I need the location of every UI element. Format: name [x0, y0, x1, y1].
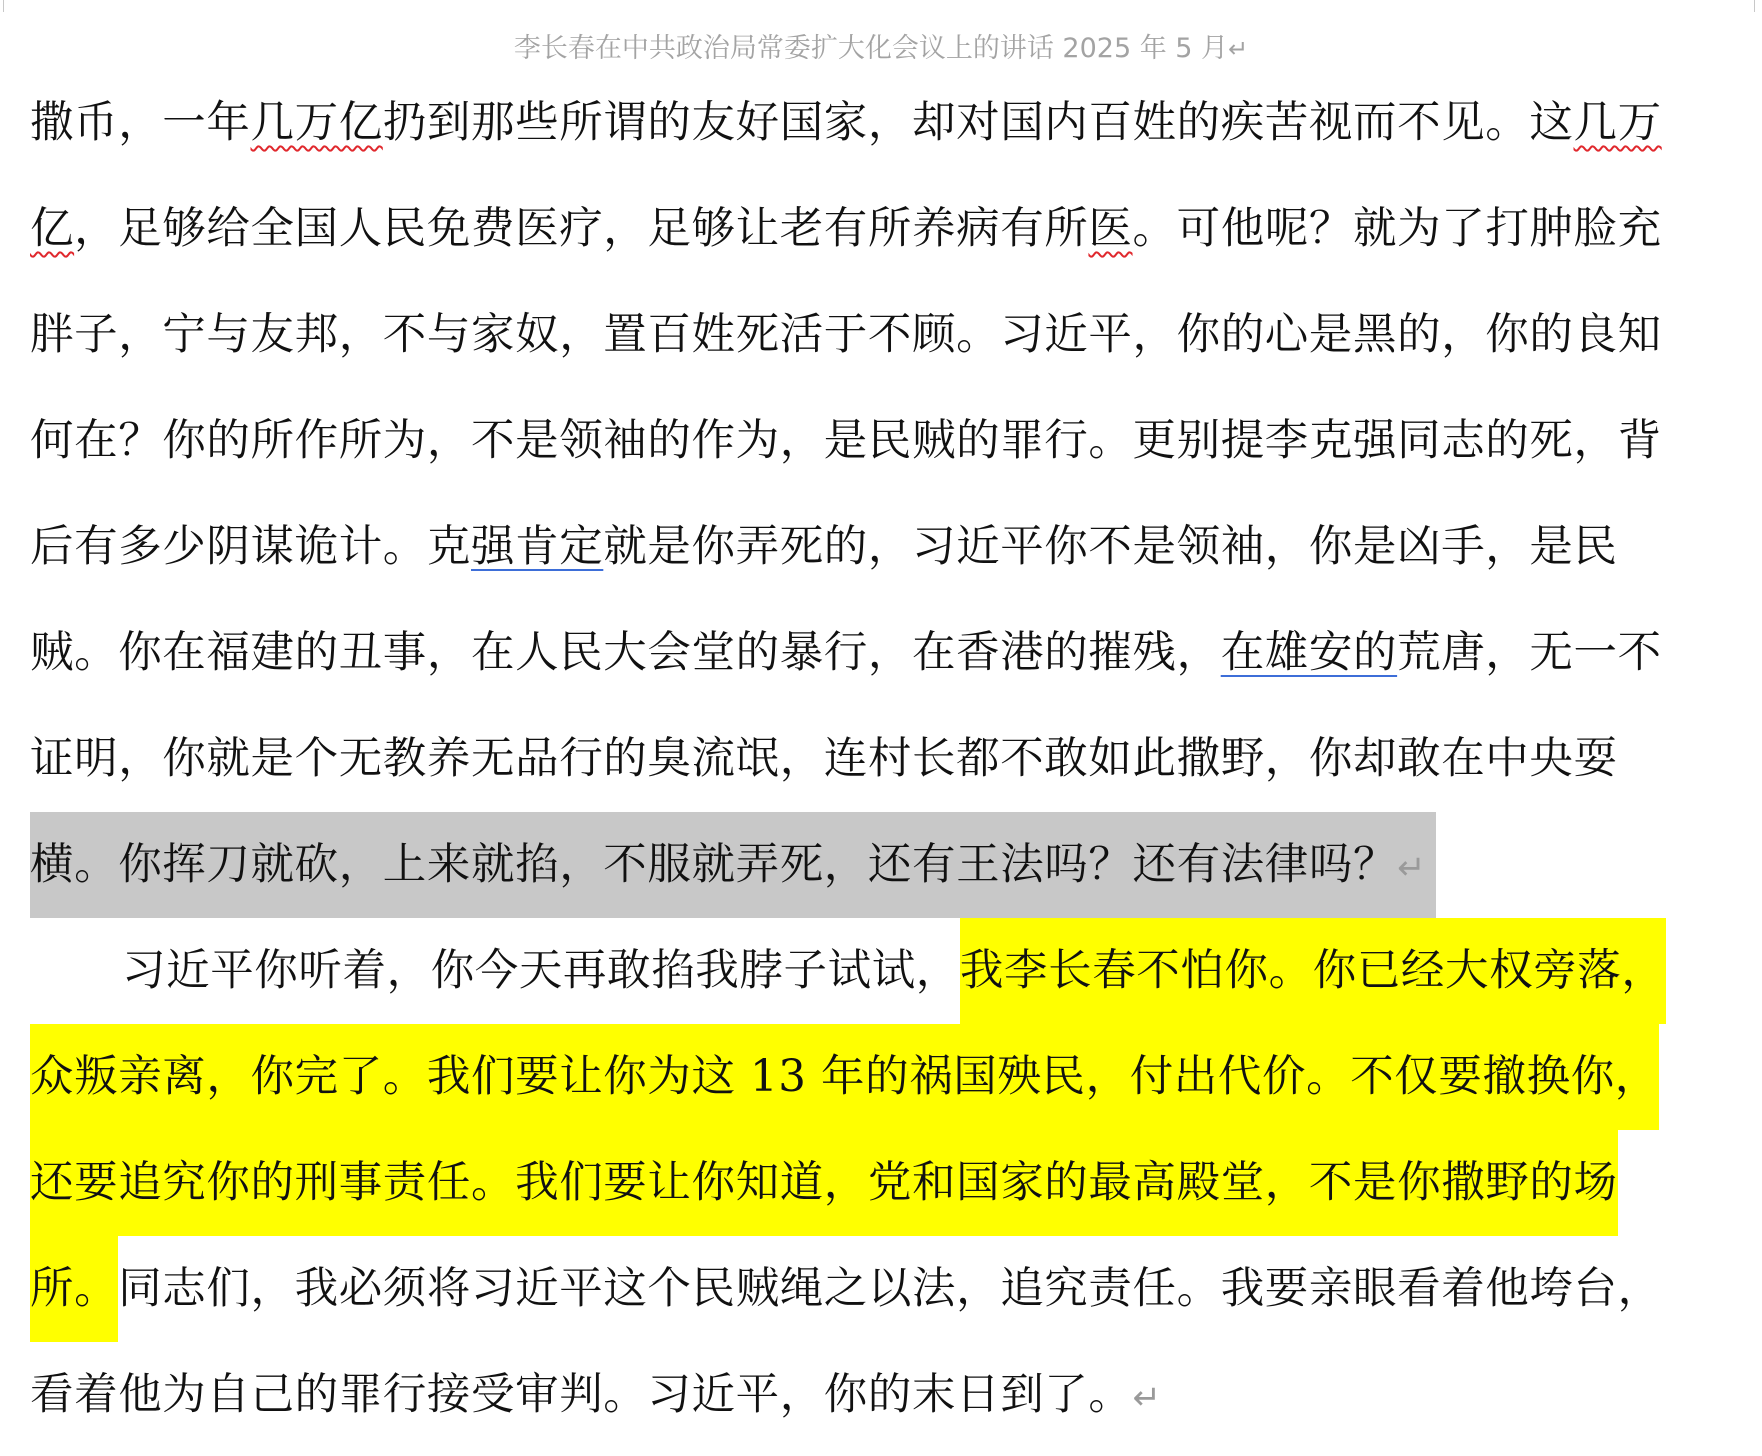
text-line	[30, 1342, 1730, 1448]
text-segment: 荒唐，无一不	[1397, 628, 1662, 678]
gray-highlight: 横。你挥刀就砍，上来就掐，不服就弄死，还有王法吗？还有法律吗？↵	[30, 812, 1436, 918]
text-segment: 撒币，一年	[30, 98, 251, 148]
text-segment: 证明，你就是个无教养无品行的臭流氓，连村长都不敢如此撒野，你却敢在中央耍	[30, 734, 1618, 784]
paragraph-mark-icon: ↵	[1397, 848, 1427, 888]
text-segment: 何在？你的所作所为，不是领袖的作为，是民贼的罪行。更别提李克强同志的死，背	[30, 416, 1662, 466]
text-line	[30, 70, 1730, 176]
text-line	[30, 918, 1730, 1024]
yellow-highlight: 我李长春不怕你。你已经大权旁落，	[960, 918, 1666, 1024]
spellcheck-underlined-word[interactable]: 亿	[30, 204, 75, 254]
page-corner-left	[0, 0, 4, 12]
text-segment: 扔到那些所谓的友好国家，却对国内百姓的疾苦视而不见。这	[382, 98, 1574, 148]
text-line-selected	[30, 812, 1730, 918]
text-segment: 后有多少阴谋诡计。克	[30, 522, 471, 572]
text-line	[30, 176, 1730, 282]
text-segment: 贼。你在福建的丑事，在人民大会堂的暴行，在香港的摧残，	[30, 628, 1221, 678]
text-segment: 同志们，我必须将习近平这个民贼绳之以法，追究责任。我要亲眼看着他垮台，	[118, 1264, 1662, 1314]
underlined-text[interactable]: 强肯定	[471, 522, 604, 572]
text-line	[30, 494, 1730, 600]
yellow-highlight: 所。	[30, 1236, 118, 1342]
page-corner-right	[1754, 0, 1762, 12]
header-title: 李长春在中共政治局常委扩大化会议上的讲话 2025 年 5 月	[513, 33, 1229, 64]
text-line	[30, 706, 1730, 812]
spellcheck-underlined-word[interactable]: 医	[1088, 204, 1133, 254]
yellow-highlight: 还要追究你的刑事责任。我们要让你知道，党和国家的最高殿堂，不是你撒野的场	[30, 1130, 1618, 1236]
text-line	[30, 282, 1730, 388]
paragraph-mark-icon: ↵	[1228, 35, 1249, 63]
text-segment: 。可他呢？就为了打肿脸充	[1132, 204, 1662, 254]
text-segment: 习近平你听着，你今天再敢掐我脖子试试，	[122, 946, 960, 996]
text-line	[30, 1024, 1730, 1130]
text-segment: ，足够给全国人民免费医疗，足够让老有所养病有所	[74, 204, 1089, 254]
text-segment: 看着他为自己的罪行接受审判。习近平，你的末日到了。	[30, 1370, 1133, 1420]
paragraph-mark-icon: ↵	[1132, 1378, 1162, 1418]
text-line	[30, 1236, 1730, 1342]
text-segment: 胖子，宁与友邦，不与家奴，置百姓死活于不顾。习近平，你的心是黑的，你的良知	[30, 310, 1662, 360]
text-line	[30, 600, 1730, 706]
page-header	[0, 26, 1762, 65]
underlined-text[interactable]: 在雄安的	[1220, 628, 1398, 678]
text-line	[30, 1130, 1730, 1236]
document-body[interactable]	[30, 70, 1730, 1448]
text-line	[30, 388, 1730, 494]
spellcheck-underlined-word[interactable]: 几万	[1573, 98, 1662, 148]
spellcheck-underlined-word[interactable]: 几万亿	[250, 98, 383, 148]
text-segment: 就是你弄死的，习近平你不是领袖，你是凶手，是民	[603, 522, 1618, 572]
yellow-highlight: 众叛亲离，你完了。我们要让你为这 13 年的祸国殃民，付出代价。不仅要撤换你，	[30, 1024, 1659, 1130]
